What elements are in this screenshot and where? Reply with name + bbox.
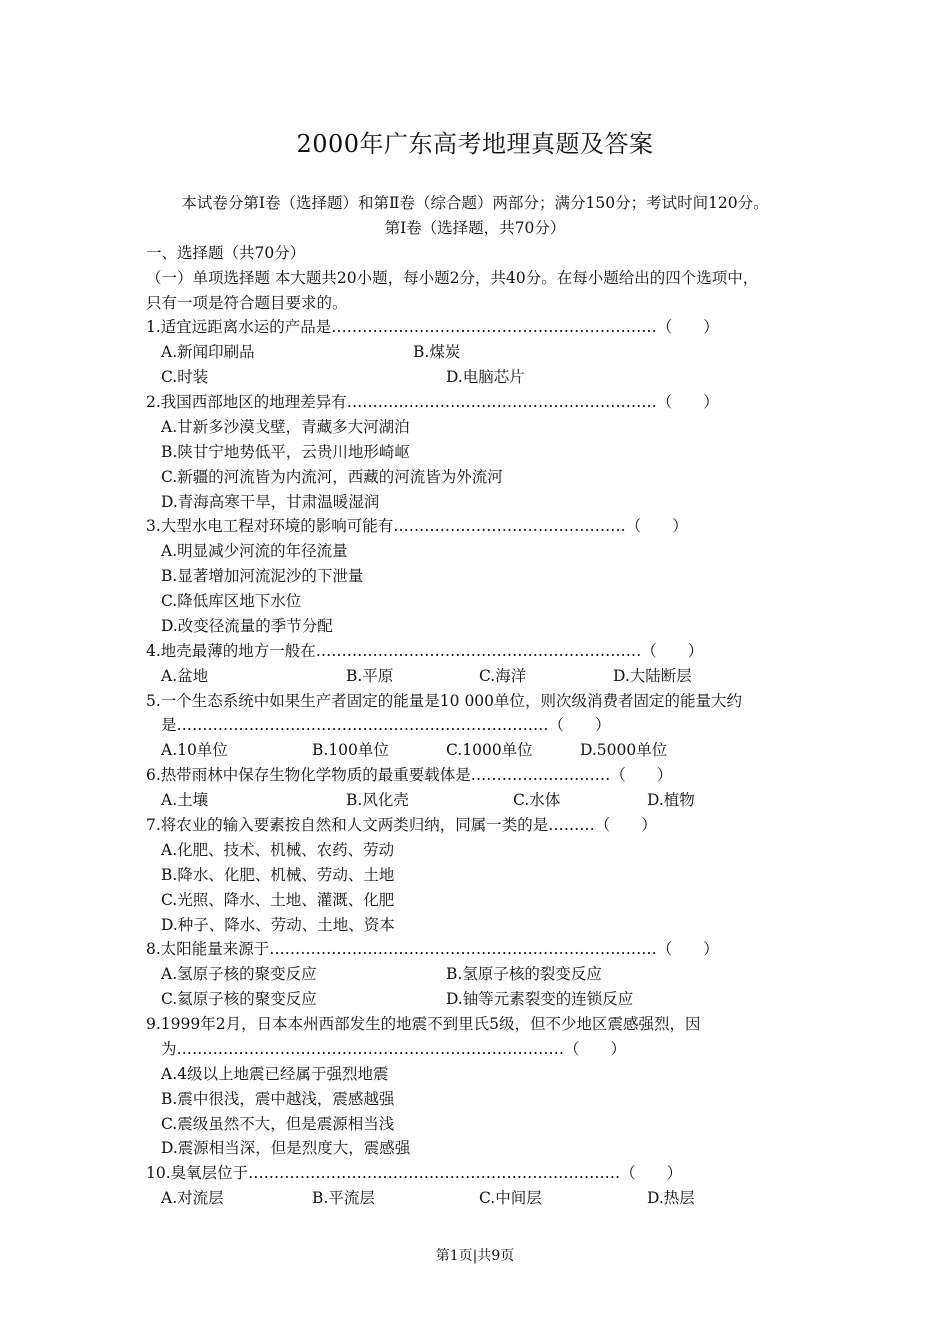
question-stem: 4.地壳最薄的地方一般在………………………………………………………（ ）	[146, 642, 704, 660]
option-a: A.明显减少河流的年径流量	[161, 542, 348, 560]
option-d: D.铀等元素裂变的连锁反应	[446, 990, 634, 1008]
option-d: D.大陆断层	[613, 667, 692, 685]
option-b: B.平流层	[312, 1189, 375, 1207]
option-b: B.氢原子核的裂变反应	[446, 965, 602, 983]
option-c: C.降低库区地下水位	[161, 592, 302, 610]
question-stem-continued: 为…………………………………………………………………（ ）	[161, 1040, 627, 1058]
option-d: D.震源相当深，但是烈度大，震感强	[161, 1139, 411, 1157]
option-c: C.1000单位	[446, 741, 533, 759]
option-b: B.平原	[346, 667, 394, 685]
option-a: A.对流层	[161, 1189, 224, 1207]
question-stem: 10.臭氧层位于………………………………………………………………（ ）	[146, 1164, 683, 1182]
option-a: A.化肥、技术、机械、农药、劳动	[161, 841, 395, 859]
option-a: A.甘新多沙漠戈壁，青藏多大河湖泊	[161, 418, 410, 436]
option-b: B.风化壳	[346, 791, 409, 809]
question-stem: 1.适宜远距离水运的产品是………………………………………………………（ ）	[146, 318, 719, 336]
option-d: D.5000单位	[580, 741, 668, 759]
option-c: C.水体	[513, 791, 561, 809]
option-a: A.4级以上地震已经属于强烈地震	[161, 1065, 389, 1083]
page-title: 2000年广东高考地理真题及答案	[296, 130, 654, 158]
option-d: D.热层	[647, 1189, 695, 1207]
option-b: B.降水、化肥、机械、劳动、土地	[161, 866, 395, 884]
option-b: B.震中很浅，震中越浅，震感越强	[161, 1090, 395, 1108]
question-stem: 5.一个生态系统中如果生产者固定的能量是10 000单位，则次级消费者固定的能量大约	[146, 692, 743, 710]
section-heading: 一、选择题（共70分）	[146, 244, 306, 262]
part-heading: 第Ⅰ卷（选择题，共70分）	[384, 219, 566, 237]
option-c: C.震级虽然不大，但是震源相当浅	[161, 1115, 395, 1133]
option-b: B.煤炭	[413, 343, 461, 361]
option-a: A.氢原子核的聚变反应	[161, 965, 317, 983]
option-c: C.中间层	[479, 1189, 542, 1207]
option-a: A.盆地	[161, 667, 209, 685]
option-d: D.改变径流量的季节分配	[161, 617, 333, 635]
option-b: B.100单位	[312, 741, 389, 759]
question-stem-continued: 是………………………………………………………………（ ）	[161, 716, 611, 734]
subsection-instructions-line2: 只有一项是符合题目要求的。	[146, 294, 348, 312]
question-stem: 2.我国西部地区的地理差异有……………………………………………………（ ）	[146, 393, 719, 411]
option-d: D.青海高寒干旱，甘肃温暖湿润	[161, 493, 380, 511]
option-d: D.电脑芯片	[446, 368, 525, 386]
subsection-instructions-line1: （一）单项选择题 本大题共20小题，每小题2分，共40分。在每小题给出的四个选项中，	[146, 269, 759, 287]
option-a: A.10单位	[161, 741, 228, 759]
question-stem: 6.热带雨林中保存生物化学物质的最重要载体是………………………（ ）	[146, 766, 673, 784]
option-b: B.显著增加河流泥沙的下泄量	[161, 567, 364, 585]
exam-intro: 本试卷分第Ⅰ卷（选择题）和第Ⅱ卷（综合题）两部分；满分150分；考试时间120分。	[181, 194, 769, 212]
question-stem: 7.将农业的输入要素按自然和人文两类归纳，同属一类的是………（ ）	[146, 816, 657, 834]
option-a: A.新闻印刷品	[161, 343, 255, 361]
option-d: D.植物	[647, 791, 695, 809]
option-c: C.海洋	[479, 667, 527, 685]
option-a: A.土壤	[161, 791, 209, 809]
option-c: C.新疆的河流皆为内流河，西藏的河流皆为外流河	[161, 468, 503, 486]
option-c: C.光照、降水、土地、灌溉、化肥	[161, 891, 395, 909]
option-c: C.时装	[161, 368, 209, 386]
page-footer: 第1页|共9页	[435, 1248, 515, 1264]
option-b: B.陕甘宁地势低平，云贵川地形崎岖	[161, 443, 410, 461]
question-stem: 8.太阳能量来源于…………………………………………………………………（ ）	[146, 940, 719, 958]
question-stem: 3.大型水电工程对环境的影响可能有………………………………………（ ）	[146, 517, 688, 535]
option-d: D.种子、降水、劳动、土地、资本	[161, 916, 395, 934]
question-stem: 9.1999年2月，日本本州西部发生的地震不到里氏5级，但不少地区震感强烈，因	[146, 1015, 701, 1033]
option-c: C.氦原子核的聚变反应	[161, 990, 317, 1008]
